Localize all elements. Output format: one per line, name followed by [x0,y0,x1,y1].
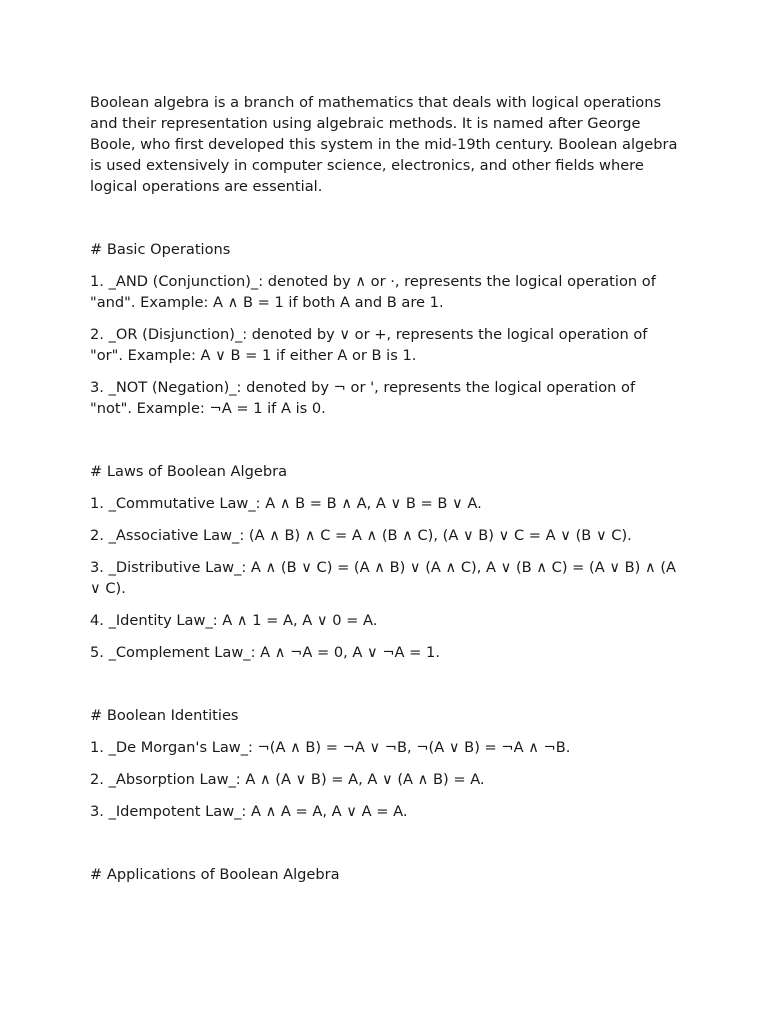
list-item: 1. _De Morgan's Law_: ¬(A ∧ B) = ¬A ∨ ¬B, ¬(A ∨ B) = ¬A ∧ ¬B. [90,739,571,756]
section-heading: # Applications of Boolean Algebra [90,866,340,883]
list-item: 4. _Identity Law_: A ∧ 1 = A, A ∨ 0 = A. [90,612,378,629]
list-item: 3. _Distributive Law_: A ∧ (B ∨ C) = (A ∧ B) ∨ (A ∧ C), A ∨ (B ∧ C) = (A ∨ B) ∧ (A ∨ C). [90,559,681,597]
section-identities [90,705,678,822]
section-heading: # Boolean Identities [90,707,239,724]
list-item: 2. _Associative Law_: (A ∧ B) ∧ C = A ∧ (B ∧ C), (A ∨ B) ∨ C = A ∨ (B ∨ C). [90,527,632,544]
list-item: 5. _Complement Law_: A ∧ ¬A = 0, A ∨ ¬A = 1. [90,644,440,661]
intro-paragraph: Boolean algebra is a branch of mathematics that deals with logical operations and their representation using algebraic methods. It is named after George Boole, who first developed this system in the mid-19th century. Boolean algebra is used extensively in computer science, electronics, and other fields where logical operations are essential. [90,94,683,195]
section-laws [90,461,681,663]
list-item: 1. _Commutative Law_: A ∧ B = B ∧ A, A ∨ B = B ∨ A. [90,495,482,512]
list-item: 2. _Absorption Law_: A ∧ (A ∨ B) = A, A ∨ (A ∧ B) = A. [90,771,485,788]
list-item: 2. _OR (Disjunction)_: denoted by ∨ or +, represents the logical operation of "or". Example: A ∨ B = 1 if either A or B is 1. [90,326,653,364]
list-item: 1. _AND (Conjunction)_: denoted by ∧ or ·, represents the logical operation of "and". Example: A ∧ B = 1 if both A and B are 1. [90,273,661,311]
list-item: 3. _NOT (Negation)_: denoted by ¬ or ', represents the logical operation of "not". Example: ¬A = 1 if A is 0. [90,379,640,417]
section-basic-operations [90,239,678,419]
section-heading: # Basic Operations [90,241,231,258]
list-item: 3. _Idempotent Law_: A ∧ A = A, A ∨ A = A. [90,803,408,820]
section-applications [90,864,678,885]
section-heading: # Laws of Boolean Algebra [90,463,288,480]
